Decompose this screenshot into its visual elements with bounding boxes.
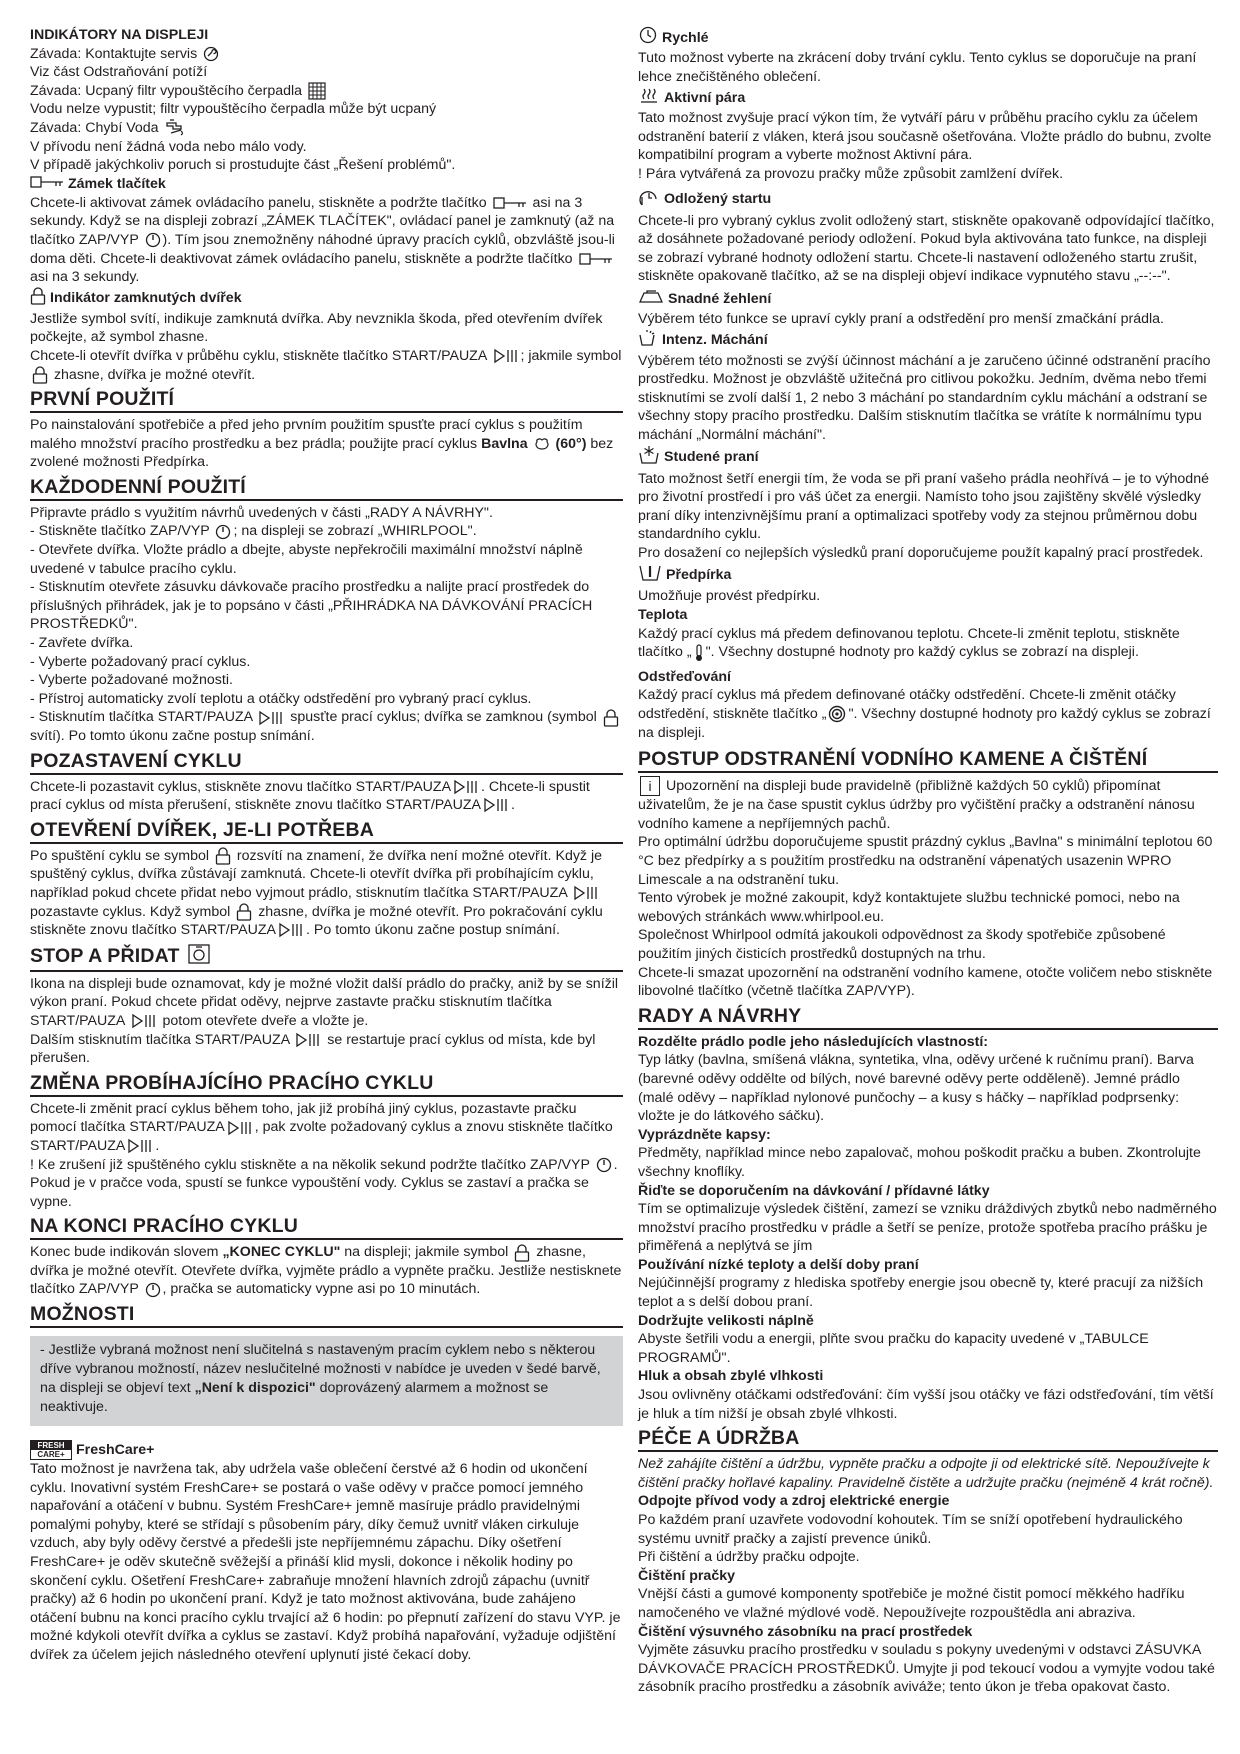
descale-text-3: Tento výrobek je možné zakoupit, když kontaktujete službu technické pomoci, nebo na webových stránkách www.whirlpool.eu.: [638, 890, 1180, 925]
tips-sub-6: Hluk a obsah zbylé vlhkosti: [638, 1368, 824, 1385]
quick-title: Rychlé: [662, 29, 709, 46]
daily-use-heading: KAŽDODENNÍ POUŽITÍ: [30, 476, 623, 501]
care-sub-2: Čištění pračky: [638, 1567, 735, 1584]
stop-add-text-3: Dalším stisknutím tlačítka START/PAUZA: [30, 1031, 290, 1048]
key-lock-text-1: Chcete-li aktivovat zámek ovládacího panelu, stiskněte a podržte tlačítko: [30, 194, 487, 211]
power-icon: [215, 524, 231, 540]
indicator-filter-hint: Vodu nelze vypustit; filtr vypouštěcího čerpadla může být ucpaný: [30, 101, 437, 118]
spin-title: Odstřeďování: [638, 668, 731, 685]
iron-title: Snadné žehlení: [668, 291, 772, 308]
door-lock-text-3: ; jakmile symbol: [520, 347, 622, 364]
daily-use-p2: - Stiskněte tlačítko ZAP/VYP: [30, 523, 210, 540]
door-lock-icon: [603, 709, 619, 727]
care-text-1b: Při čištění a údržby pračku odpojte.: [638, 1549, 860, 1566]
daily-use-p2b: ; na displeji se zobrazí „WHIRLPOOL".: [233, 523, 477, 540]
change-cycle-heading: ZMĚNA PROBÍHAJÍCÍHO PRACÍHO CYKLU: [30, 1072, 623, 1097]
tips-sub-4: Používání nízké teploty a delší doby praní: [638, 1256, 919, 1273]
start-pause-icon: [573, 885, 599, 901]
daily-use-p1: Připravte prádlo s využitím návrhů uvedených v části „RADY A NÁVRHY".: [30, 504, 493, 521]
care-heading: PÉČE A ÚDRŽBA: [638, 1427, 1218, 1452]
options-heading: MOŽNOSTI: [30, 1303, 623, 1328]
steam-icon: [638, 86, 660, 109]
tips-sub-1: Rozdělte prádlo podle jeho následujících vlastností:: [638, 1033, 989, 1050]
stop-add-text-4: se restartuje prací cyklus od místa, kde byl přerušen.: [30, 1031, 596, 1067]
indicator-troubleshoot: V případě jakýchkoliv poruch si prostudujte část „Řešení problémů".: [30, 157, 456, 174]
daily-use-p6: - Vyberte požadovaný prací cyklus.: [30, 653, 251, 670]
tips-text-3: Tím se optimalizuje výsledek čištění, zamezí se vzniku dráždivých zbytků nebo nadměrného množství pracího prostředku v prádle a šetří se peníze, protože spotřeba pracího prášku je přiměřená a neplýtvá se jím: [638, 1201, 1217, 1255]
delay-text: Chcete-li pro vybraný cyklus zvolit odložený start, stiskněte opakovaně odpovídající tlačítko, až dosáhnete požadované periody odložení. Pokud byla aktivována tato funkce, na displeji se zobrazí vybrané hodnoty odložení startu. Chcete-li nastavení odloženého startu zrušit, stiskněte opakovaně tlačítko, až se na displeji objeví indikace vypnutého stavu „--:--".: [638, 212, 1215, 285]
freshcare-logo-bottom: CARE+: [37, 1450, 65, 1460]
door-lock-text-2: Chcete-li otevřít dvířka v průběhu cyklu, stiskněte tlačítko START/PAUZA: [30, 347, 487, 364]
rinse-icon: [638, 329, 658, 352]
filter-grid-icon: [308, 82, 326, 100]
steam-text-2: ! Pára vytvářená za provozu pračky může způsobit zamlžení dvířek.: [638, 165, 1064, 182]
pause-heading: POZASTAVENÍ CYKLU: [30, 750, 623, 775]
temp-title: Teplota: [638, 607, 688, 624]
daily-use-p5: - Zavřete dvířka.: [30, 635, 134, 652]
quick-text: Tuto možnost vyberte na zkrácení doby trvání cyklu. Tento cyklus se doporučuje na praní lehce znečištěného oblečení.: [638, 50, 1197, 85]
spin-icon: [828, 705, 846, 723]
start-pause-icon: [227, 1120, 253, 1136]
service-icon: [203, 46, 219, 62]
daily-use-p9b: spusťte prací cyklus; dvířka se zamknou (symbol: [290, 709, 597, 726]
change-cycle-text-2: , pak zvolte požadovaný cyklus a znovu stiskněte tlačítko START/PAUZA: [30, 1119, 613, 1154]
key-icon: [30, 175, 64, 194]
power-icon: [145, 1282, 161, 1298]
options-note: [30, 1336, 623, 1426]
pause-text-2: . Chcete-li spustit prací cyklus od místa přerušení, stiskněte znovu tlačítko START/PAUZA: [30, 778, 590, 814]
tips-sub-3: Řiďte se doporučením na dávkování / přídavné látky: [638, 1182, 990, 1199]
door-lock-icon: [215, 847, 231, 865]
indicator-filter-text: Závada: Ucpaný filtr vypouštěcího čerpadla: [30, 82, 303, 99]
cold-wash-icon: [638, 445, 660, 470]
indicator-service-hint: Viz část Odstraňování potíží: [30, 64, 208, 81]
freshcare-text: Tato možnost je navržena tak, aby udržela vaše oblečení čerstvé až 6 hodin od ukončení cyklu. Inovativní systém FreshCare+ se postará o vaše oděvy v pračce pomocí jemného napařování a otáčení v bubnu. Systém FreshCare+ jemně masíruje prádlo pravidelnými pomalými pohyby, které se střídají s působením páry, díky čemuž uvnitř vláken cirkuluje vzduch, aby byly oděvy čerstvé a předešli jste nepříjemnému zápachu. Díky ošetření FreshCare+ je oděv skutečně svěžejší a přináší klid mysli, dokonce i několik hodiny po skončení cyklu. Ošetření FreshCare+ zabraňuje množení hlavních zdrojů zápachu (uvnitř pračky) až 6 hodin po ukončení praní. Když je tato možnost aktivována, bude zahájeno otáčení bubnu na konci pracího cyklu trvající až 6 hodin: po přepnutí zařízení do stavu VYP. je možné kdykoli otevřít dvířka a cyklus se zastaví. Když probíhá napařování, vyžaduje odjištění dvířek za účelem jejich následného otevření uplynutí jisté čekací doby.: [30, 1461, 621, 1663]
end-cycle-text-1: Konec bude indikován slovem: [30, 1244, 219, 1261]
spin-text-1: Každý prací cyklus má předem definované otáčky odstředění. Chcete-li změnit otáčky odstředění, stiskněte tlačítko „: [638, 687, 1176, 723]
descale-text-2: Pro optimální údržbu doporučujeme spustit prázdný cyklus „Bavlna" s minimální teplotou 60 °C bez předpírky a s použitím prostředku na odstranění vápenatých usazenin WPRO Limescale a na odstranění tuku.: [638, 834, 1213, 888]
descale-text-1: Upozornění na displeji bude pravidelně (přibližně každých 50 cyklů) připomínat uživatelům, že je na čase spustit cyklus údržby pro vyčištění pračky a odstranění nánosu vodního kamene a nepříjemných pachů.: [638, 777, 1195, 832]
pause-text-1: Chcete-li pozastavit cyklus, stiskněte znovu tlačítko START/PAUZA: [30, 778, 452, 795]
power-icon: [145, 232, 161, 248]
open-door-heading: OTEVŘENÍ DVÍŘEK, JE-LI POTŘEBA: [30, 819, 623, 844]
end-cycle-heading: NA KONCI PRACÍHO CYKLU: [30, 1215, 623, 1240]
start-pause-icon: [127, 1138, 153, 1154]
options-note-text-1: - Jestliže vybraná možnost není slučitelná s nastaveným pracím cyklem nebo s některou dříve vybranou možností, název neslučitelné možnosti v nabídce je uveden v šedé barvě, na displeji se objeví text: [40, 1342, 601, 1397]
end-cycle-text-4: , pračka se automaticky vypne asi po 10 minutách.: [162, 1281, 481, 1298]
care-text-2: Vnější části a gumové komponenty spotřebiče je možné čistit pomocí měkkého hadříku namočeného ve vlažné mýdlové vodě. Nepoužívejte rozpouštědla ani abraziva.: [638, 1586, 1185, 1621]
change-cycle-text-3: .: [155, 1137, 160, 1154]
end-cycle-display-word: „KONEC CYKLU": [222, 1244, 341, 1261]
thermometer-icon: [694, 644, 704, 662]
care-intro: Než zahájíte čištění a údržbu, vypněte pračku a odpojte ji od elektrické sítě. Nepoužívejte k čištění pračky hořlavé kapaliny. Pravidelně čistěte a udržujte pračku (nejméně 4 krát ročně).: [638, 1456, 1214, 1491]
stop-add-text-2: potom otevřete dveře a vložte je.: [162, 1012, 369, 1029]
door-lock-icon: [236, 903, 252, 921]
care-text-1: Po každém praní uzavřete vodovodní kohoutek. Tím se sníží opotřebení hydraulického systému uvnitř pračky a zajistí prevence úniků.: [638, 1512, 1183, 1547]
rinse-text: Výběrem této možnosti se zvýší účinnost máchání a je zaručeno účinné odstranění pracího prostředku. Možnost je obzvláště užitečná pro citlivou pokožku. Jedním, dvěma nebo třemi stisknutími se zvolí další 1, 2 nebo 3 máchání po standardním cyklu máchání a odstraní se všechny stopy pracího prostředku. Dalším stisknutím tlačítka se vrátíte k normálnímu typu máchání „Normální máchání".: [638, 352, 1211, 443]
left-column: [30, 26, 623, 1665]
tap-icon: [165, 119, 187, 137]
iron-text: Výběrem této funkce se upraví cykly praní a odstředění pro menší zmačkání prádla.: [638, 310, 1164, 327]
freshcare-logo-icon: [30, 1440, 72, 1460]
stop-add-icon: [188, 944, 210, 969]
prewash-title: Předpírka: [666, 566, 732, 583]
indicator-water-hint: V přívodu není žádná voda nebo málo vody.: [30, 138, 307, 155]
cotton-icon: [534, 437, 550, 451]
daily-use-p9: - Stisknutím tlačítka START/PAUZA: [30, 709, 253, 726]
start-pause-icon: [258, 710, 284, 726]
open-door-text-1: Po spuštění cyklu se symbol: [30, 847, 209, 864]
descale-text-5: Chcete-li smazat upozornění na odstranění vodního kamene, otočte voličem nebo stiskněte libovolné tlačítko (včetně tlačítka ZAP/VYP).: [638, 964, 1213, 1000]
first-use-heading: PRVNÍ POUŽITÍ: [30, 388, 623, 413]
open-door-text-4: zhasne, dvířka je možné otevřít. Pro pokračování cyklu stiskněte znovu tlačítko START/PAUZA: [30, 903, 603, 939]
open-door-text-5: . Po tomto úkonu začne postup snímání.: [306, 922, 560, 939]
stop-add-text-1: Ikona na displeji bude oznamovat, kdy je možné vložit další prádlo do pračky, aniž by se snížil výkon praní. Pokud chcete přidat oděvy, nejprve zastavte pračku stisknutím tlačítka START/PAUZA: [30, 975, 619, 1029]
door-lock-icon: [30, 287, 46, 310]
freshcare-title: FreshCare+: [76, 1442, 155, 1459]
daily-use-p8: - Přístroj automaticky zvolí teplotu a otáčky odstředění pro vybraný prací cyklus.: [30, 690, 532, 707]
indicator-water-text: Závada: Chybí Voda: [30, 119, 159, 136]
start-pause-icon: [493, 348, 519, 364]
start-pause-icon: [131, 1013, 157, 1029]
stop-add-heading: STOP A PŘIDAT: [30, 945, 180, 968]
start-pause-icon: [295, 1032, 321, 1048]
power-icon: [596, 1157, 612, 1173]
door-lock-title: Indikátor zamknutých dvířek: [50, 290, 242, 307]
care-sub-3: Čištění výsuvného zásobníku na prací prostředek: [638, 1623, 973, 1640]
delay-title: Odložený startu: [664, 191, 772, 208]
end-cycle-text-3: zhasne, dvířka je možné otevřít. Otevřete dvířka, vyjměte prádlo a vypněte pračku. Jestliže nestisknete tlačítko ZAP/VYP: [30, 1244, 622, 1298]
cold-wash-text-1: Tato možnost šetří energii tím, že voda se při praní vašeho prádla neohřívá – je to výhodné pro životní prostředí i pro váš účet za energii. Namísto toho jsou zajištěny skvělé výsledky praní díky intenzivnějšímu praní a optimalizaci spotřeby vody za stejnou průměrnou dobu standardního cyklu.: [638, 470, 1209, 543]
change-cycle-text-5: . Pokud je v pračce voda, spustí se funkce vypouštění vody. Cyklus se zastaví a pračka se vypne.: [30, 1156, 618, 1210]
quick-icon: [638, 26, 658, 49]
info-icon: i: [640, 776, 660, 796]
daily-use-p9c: svítí). Po tomto úkonu začne postup snímání.: [30, 728, 315, 744]
first-use-text-2: bez zvolené možnosti Předpírka.: [30, 435, 614, 471]
tips-text-2: Předměty, například mince nebo zapalovač, mohou poškodit pračku a buben. Zkontrolujte všechny knoflíky.: [638, 1145, 1201, 1180]
tips-sub-2: Vyprázdněte kapsy:: [638, 1126, 771, 1143]
cotton-temp: (60°): [555, 435, 587, 452]
steam-title: Aktivní pára: [664, 89, 746, 106]
temp-text-1: Každý prací cyklus má předem definovanou teplotu. Chcete-li změnit teplotu, stiskněte tlačítko „: [638, 625, 1180, 661]
spin-text-2: ". Všechny dostupné hodnoty pro každý cyklus se zobrazí na displeji.: [638, 706, 1211, 741]
iron-icon: [638, 289, 664, 310]
options-note-unavailable: „Není k dispozici": [194, 1380, 316, 1397]
start-pause-icon: [453, 779, 479, 795]
cold-wash-title: Studené praní: [664, 449, 759, 465]
key-lock-text-4: asi na 3 sekundy.: [30, 269, 140, 286]
first-use-text: Po nainstalování spotřebiče a před jeho prvním použitím spusťte prací cyklus s použitím malého množství pracího prostředku a bez prádla; použijte prací cyklus: [30, 417, 583, 452]
daily-use-p4: - Stisknutím otevřete zásuvku dávkovače pracího prostředku a nalijte prací prostředek do příslušných přihrádek, jak je to popsáno v části „PŘIHRÁDKA NA DÁVKOVÁNÍ PRACÍCH PROSTŘEDKŮ".: [30, 579, 593, 633]
open-door-text-2: rozsvítí na znamení, že dvířka není možné otevřít. Když je spuštěný cyklus, dvířka zůstávají zamknutá. Chcete-li otevřít dvířka při probíhajícím cyklu, například pokud chcete přidat nebo vyjmout prádlo, stisknutím tlačítka START/PAUZA: [30, 847, 603, 901]
open-door-text-3: pozastavte cyklus. Když symbol: [30, 903, 231, 920]
tips-heading: RADY A NÁVRHY: [638, 1005, 1218, 1030]
indicator-service-text: Závada: Kontaktujte servis: [30, 45, 198, 62]
key-icon: [493, 196, 527, 210]
tips-sub-5: Dodržujte velikosti náplně: [638, 1312, 814, 1329]
door-lock-icon: [32, 366, 48, 384]
cotton-label: Bavlna: [481, 435, 528, 452]
options-note-text-2: doprovázený alarmem a možnost se neaktivuje.: [40, 1380, 549, 1416]
pause-text-3: .: [511, 797, 515, 814]
key-lock-text-3: ). Tím jsou znemožněny náhodné úpravy pracích cyklů, obzvláště jsou-li doma děti. Chcete-li deaktivovat zámek ovládacího panelu, stiskněte a podržte tlačítko: [30, 231, 615, 267]
temp-text-2: ". Všechny dostupné hodnoty pro každý cyklus se zobrazí na displeji.: [705, 644, 1139, 661]
descale-heading: POSTUP ODSTRANĚNÍ VODNÍHO KAMENE A ČIŠTĚNÍ: [638, 748, 1218, 773]
prewash-text: Umožňuje provést předpírku.: [638, 588, 821, 605]
steam-text-1: Tato možnost zvyšuje prací výkon tím, že vytváří páru v průběhu pracího cyklu za účelem odstranění baterií z vláken, která jsou současně ošetřována. Vložte prádlo do bubnu, zvolte kompatibilní program a vyberte možnost Aktivní pára.: [638, 110, 1212, 164]
care-sub-1: Odpojte přívod vody a zdroj elektrické energie: [638, 1493, 950, 1510]
tips-text-6: Jsou ovlivněny otáčkami odstřeďování: čím vyšší jsou otáčky ve fázi odstřeďování, tím větší je hluk a tím nižší je obsah zbylé vlhkosti.: [638, 1387, 1214, 1422]
right-column: [638, 26, 1218, 1697]
freshcare-logo-top: FRESH: [31, 1441, 71, 1450]
door-lock-text-4: zhasne, dvířka je možné otevřít.: [53, 366, 256, 383]
key-lock-text-2: asi na 3 sekundy. Když se na displeji zobrazí „ZÁMEK TLAČÍTEK", ovládací panel je zamknutý (až na tlačítko ZAP/VYP: [30, 194, 615, 248]
daily-use-p3: - Otevřete dvířka. Vložte prádlo a dbejte, abyste nepřekročili maximální množství náplně uvedené v tabulce pracího cyklu.: [30, 542, 583, 577]
start-pause-icon: [278, 922, 304, 938]
tips-text-5: Abyste šetřili vodu a energii, plňte svou pračku do kapacity uvedené v „TABULCE PROGRAMŮ".: [638, 1331, 1149, 1366]
rinse-title: Intenz. Máchání: [662, 332, 768, 349]
delay-start-icon: [638, 187, 660, 212]
care-text-3: Vyjměte zásuvku pracího prostředku v souladu s pokyny uvedenými v odstavci ZÁSUVKA DÁVKOVAČE PRACÍCH PROSTŘEDKŮ. Umyjte ji pod tekoucí vodou a vymyjte vodou také zásobník pracího prostředku a zásobník aviváže; tento úkon je třeba opakovat často.: [638, 1642, 1215, 1696]
door-lock-icon: [514, 1244, 530, 1262]
tips-text-1: Typ látky (bavlna, smíšená vlákna, syntetika, vlna, oděvy určené k ručnímu praní). Barva (barevné oděvy oddělte od bílých, nové barevné oděvy perte odděleně). Jemné prádlo (malé oděvy – například nylonové punčochy – a kusy s háčky – například podprsenky: vložte je do látkového sáčku).: [638, 1052, 1194, 1125]
change-cycle-text-4: ! Ke zrušení již spuštěného cyklu stiskněte a na několik sekund podržte tlačítko ZAP/VYP: [30, 1156, 590, 1173]
key-lock-title: Zámek tlačítek: [68, 176, 166, 193]
tips-text-4: Nejúčinnější programy z hlediska spotřeby energie jsou obecně ty, které pracují za nižších teplot a s delší dobou praní.: [638, 1275, 1204, 1311]
door-lock-text-1: Jestliže symbol svítí, indikuje zamknutá dvířka. Aby nevznikla škoda, před otevřením dvířek počkejte, až symbol zhasne.: [30, 310, 603, 346]
key-icon: [579, 252, 613, 266]
descale-text-4: Společnost Whirlpool odmítá jakoukoli odpovědnost za škody spotřebiče způsobené použitím jiných čisticích prostředků dostupných na trhu.: [638, 927, 1166, 962]
daily-use-p7: - Vyberte požadované možnosti.: [30, 672, 233, 689]
cold-wash-text-2: Pro dosažení co nejlepších výsledků praní doporučujeme použít kapalný prací prostředek.: [638, 544, 1204, 561]
prewash-icon: [638, 562, 662, 587]
start-pause-icon: [483, 797, 509, 813]
change-cycle-text-1: Chcete-li změnit prací cyklus během toho, jak již probíhá jiný cyklus, pozastavte pračku pomocí tlačítka START/PAUZA: [30, 1100, 577, 1136]
indicators-title: INDIKÁTORY NA DISPLEJI: [30, 27, 209, 43]
end-cycle-text-2: na displeji; jakmile symbol: [344, 1244, 509, 1261]
